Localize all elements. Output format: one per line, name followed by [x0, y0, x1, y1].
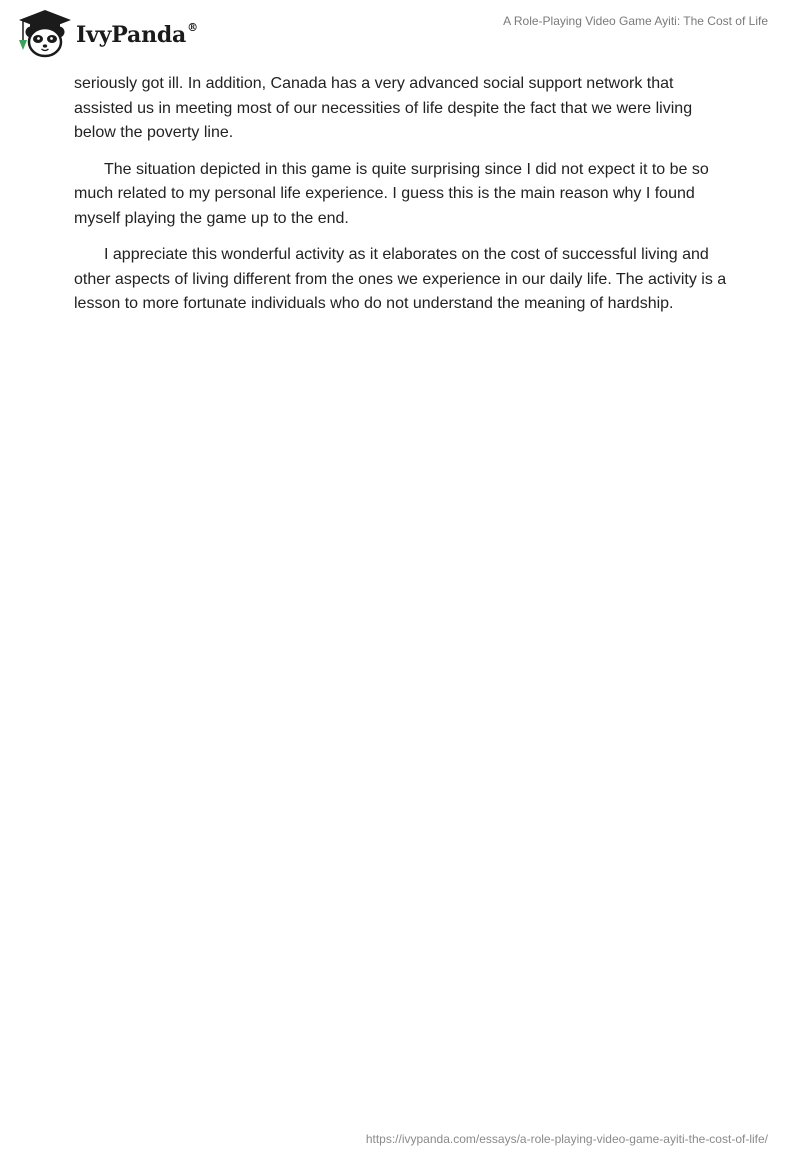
- brand-name: IvyPanda®: [76, 20, 198, 48]
- panda-graduation-cap-icon: [16, 8, 74, 58]
- source-url-link[interactable]: https://ivypanda.com/essays/a-role-playing-video-game-ayiti-the-cost-of-life/: [365, 1132, 768, 1146]
- page-header: [0, 0, 800, 64]
- paragraph-3: I appreciate this wonderful activity as it elaborates on the cost of successful living and other aspects of living different from the ones we experience in our daily life. The activity is a lesson to more fortunate individuals who do not understand the meaning of hardship.: [74, 246, 727, 312]
- ivypanda-logo[interactable]: [16, 8, 198, 58]
- essay-body: [74, 72, 728, 329]
- document-title: A Role-Playing Video Game Ayiti: The Cost of Life: [503, 14, 768, 28]
- paragraph-2: The situation depicted in this game is quite surprising since I did not expect it to be so much related to my personal life experience. I guess this is the main reason why I found myself playing the game up to the end.: [74, 160, 709, 227]
- registered-mark: ®: [187, 20, 198, 34]
- paragraph-1: seriously got ill. In addition, Canada has a very advanced social support network that assisted us in meeting most of our necessities of life despite the fact that we were living below the poverty line.: [74, 75, 693, 141]
